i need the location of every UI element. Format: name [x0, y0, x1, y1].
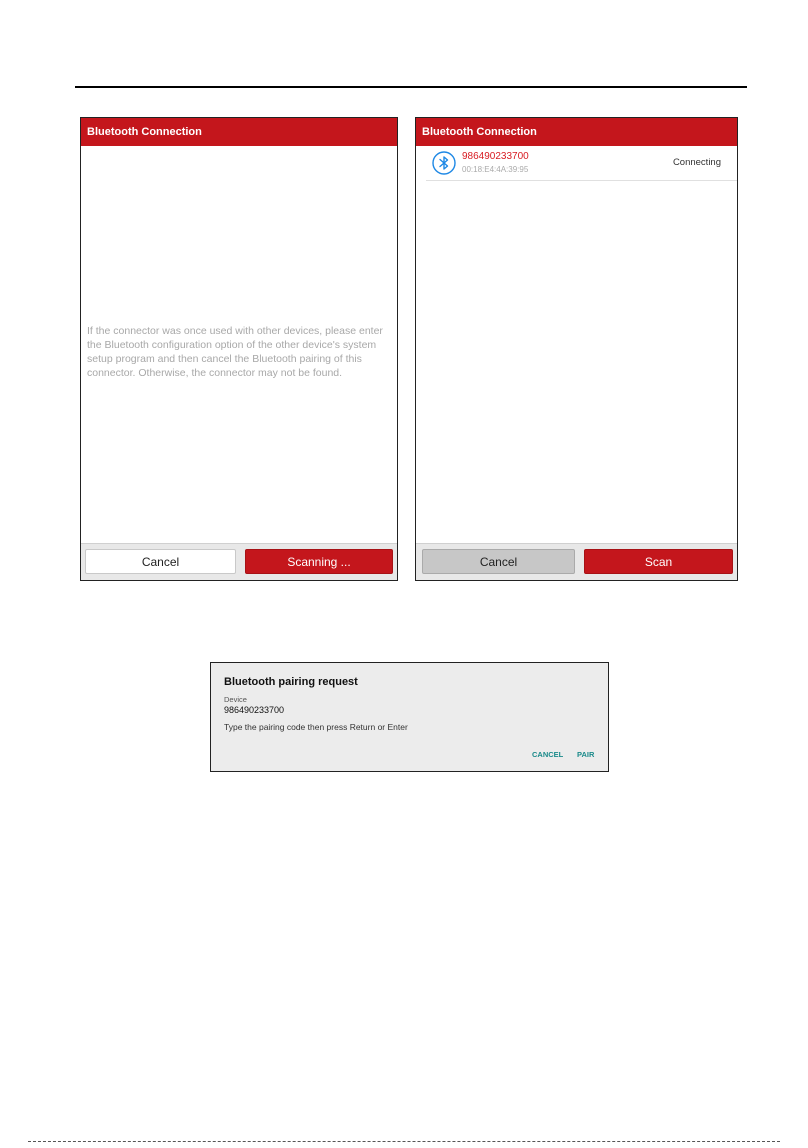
- scan-button[interactable]: Scan: [584, 549, 733, 574]
- device-name: 986490233700: [462, 151, 529, 162]
- dialog-device-name: 986490233700: [224, 705, 285, 715]
- device-mac-address: 00:18:E4:4A:39:95: [462, 165, 529, 174]
- bluetooth-connection-screen-scanning: [80, 117, 398, 581]
- dialog-title: Bluetooth pairing request: [224, 676, 358, 688]
- bluetooth-icon: [432, 151, 456, 175]
- device-label: Device: [224, 695, 247, 704]
- bluetooth-connection-screen-device-list: [415, 117, 738, 581]
- page-header-rule: [75, 86, 747, 88]
- button-bar: [416, 543, 737, 580]
- bluetooth-pairing-dialog: [210, 662, 609, 772]
- device-status: Connecting: [672, 157, 721, 168]
- scanning-button[interactable]: Scanning ...: [245, 549, 393, 574]
- pairing-instruction: Type the pairing code then press Return or Enter: [224, 722, 408, 732]
- page-footer-rule: [28, 1141, 780, 1142]
- cancel-button[interactable]: Cancel: [85, 549, 236, 574]
- cancel-button[interactable]: Cancel: [422, 549, 575, 574]
- scan-hint-text: If the connector was once used with other devices, please enter the Bluetooth configuration option of the other device's system setup program and then cancel the Bluetooth pairing of this connector. Otherwise, the connector may not be found.: [87, 325, 383, 379]
- dialog-cancel-button[interactable]: CANCEL: [532, 750, 564, 759]
- button-bar: [81, 543, 397, 580]
- title-bar: Bluetooth Connection: [416, 118, 737, 146]
- pair-button[interactable]: PAIR: [577, 750, 595, 759]
- device-list-item[interactable]: [426, 146, 737, 181]
- title-bar: Bluetooth Connection: [81, 118, 397, 146]
